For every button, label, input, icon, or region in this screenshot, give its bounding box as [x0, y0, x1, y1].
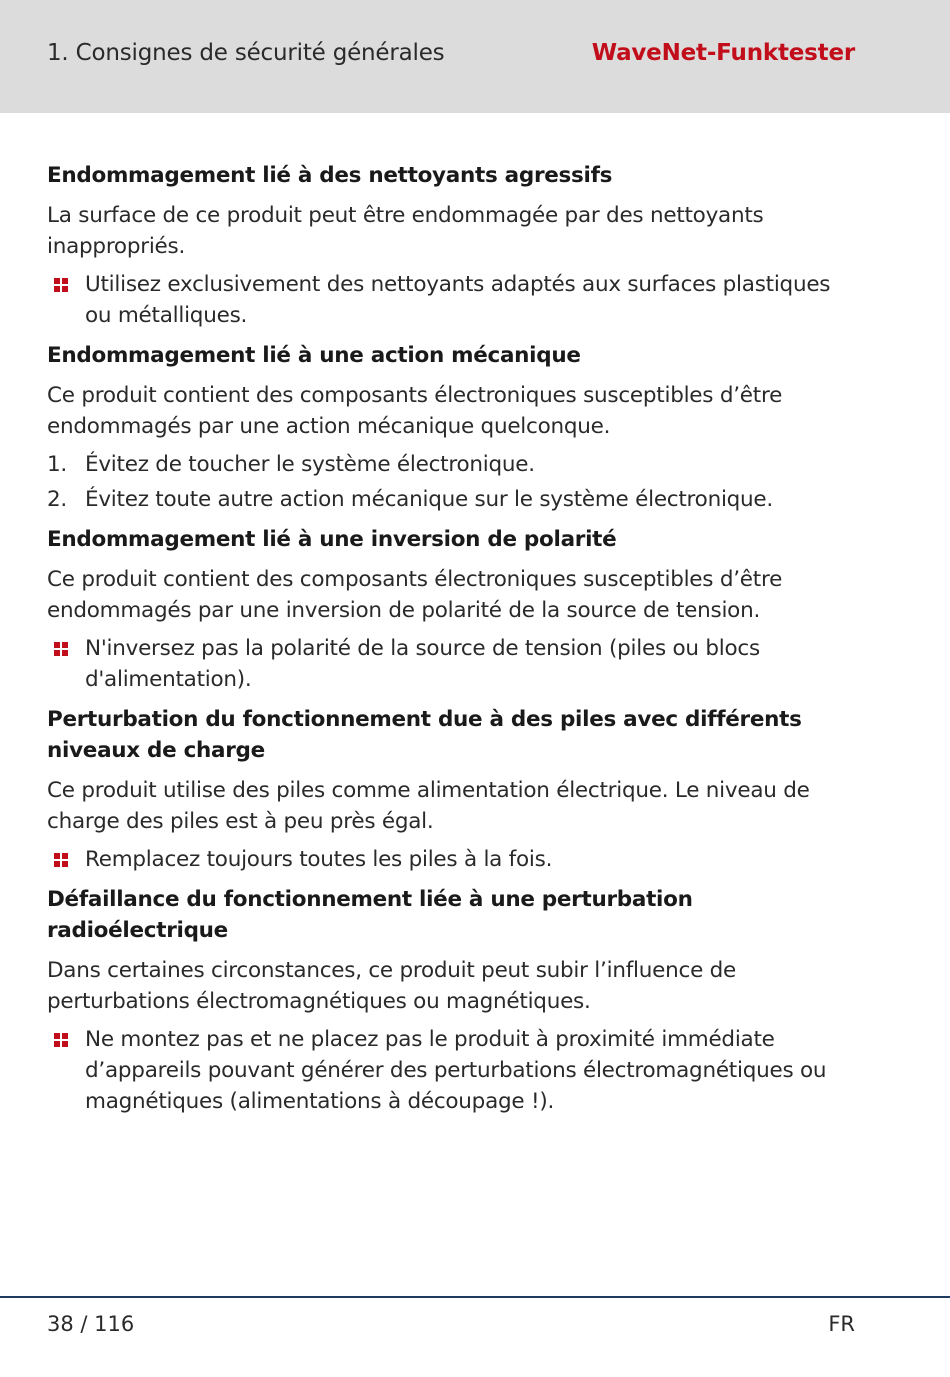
section-text: La surface de ce produit peut être endommagée par des nettoyants inappropriés. — [47, 203, 764, 259]
step-item — [47, 484, 862, 515]
instruction-bullet-icon — [54, 642, 68, 656]
section-text: Ce produit contient des composants électroniques susceptibles d’être endommagés par une action mécanique quelconque. — [47, 383, 783, 439]
section-heading: Endommagement lié à des nettoyants agressifs — [47, 163, 613, 188]
instruction-text: Utilisez exclusivement des nettoyants adaptés aux surfaces plastiques ou métalliques. — [85, 272, 831, 328]
instruction-item — [47, 633, 862, 695]
page-number: 38 / 116 — [47, 1312, 135, 1336]
instruction-item — [47, 844, 862, 875]
section-heading: Perturbation du fonctionnement due à des piles avec différents niveaux de charge — [47, 707, 802, 763]
instruction-bullet-icon — [54, 853, 68, 867]
instruction-text: Remplacez toujours toutes les piles à la fois. — [85, 847, 553, 872]
instruction-bullet-icon — [54, 1033, 68, 1047]
section-text: Dans certaines circonstances, ce produit peut subir l’influence de perturbations électromagnétiques ou magnétiques. — [47, 958, 737, 1014]
instruction-bullet-icon — [54, 278, 68, 292]
instruction-text: Ne montez pas et ne placez pas le produit à proximité immédiate d’appareils pouvant générer des perturbations électromagnétiques ou magnétiques (alimentations à découpage !). — [85, 1027, 827, 1114]
instruction-text: N'inversez pas la polarité de la source de tension (piles ou blocs d'alimentation). — [85, 636, 760, 692]
step-text: Évitez toute autre action mécanique sur le système électronique. — [85, 487, 773, 512]
section-heading: Défaillance du fonctionnement liée à une perturbation radioélectrique — [47, 887, 693, 943]
page-header — [0, 0, 950, 113]
section-text: Ce produit utilise des piles comme alimentation électrique. Le niveau de charge des piles est à peu près égal. — [47, 778, 810, 834]
section-heading: Endommagement lié à une action mécanique — [47, 343, 581, 368]
footer-divider — [0, 1296, 950, 1298]
section-title: 1. Consignes de sécurité générales — [47, 40, 445, 66]
instruction-item — [47, 1024, 862, 1117]
page-content — [47, 160, 862, 1126]
section-heading: Endommagement lié à une inversion de polarité — [47, 527, 617, 552]
section-text: Ce produit contient des composants électroniques susceptibles d’être endommagés par une inversion de polarité de la source de tension. — [47, 567, 783, 623]
step-item — [47, 449, 862, 480]
product-name: WaveNet-Funktester — [591, 40, 855, 66]
instruction-item — [47, 269, 862, 331]
language-code: FR — [828, 1312, 855, 1336]
step-number: 1. — [47, 452, 68, 477]
step-number: 2. — [47, 487, 68, 512]
step-text: Évitez de toucher le système électronique. — [85, 452, 535, 477]
